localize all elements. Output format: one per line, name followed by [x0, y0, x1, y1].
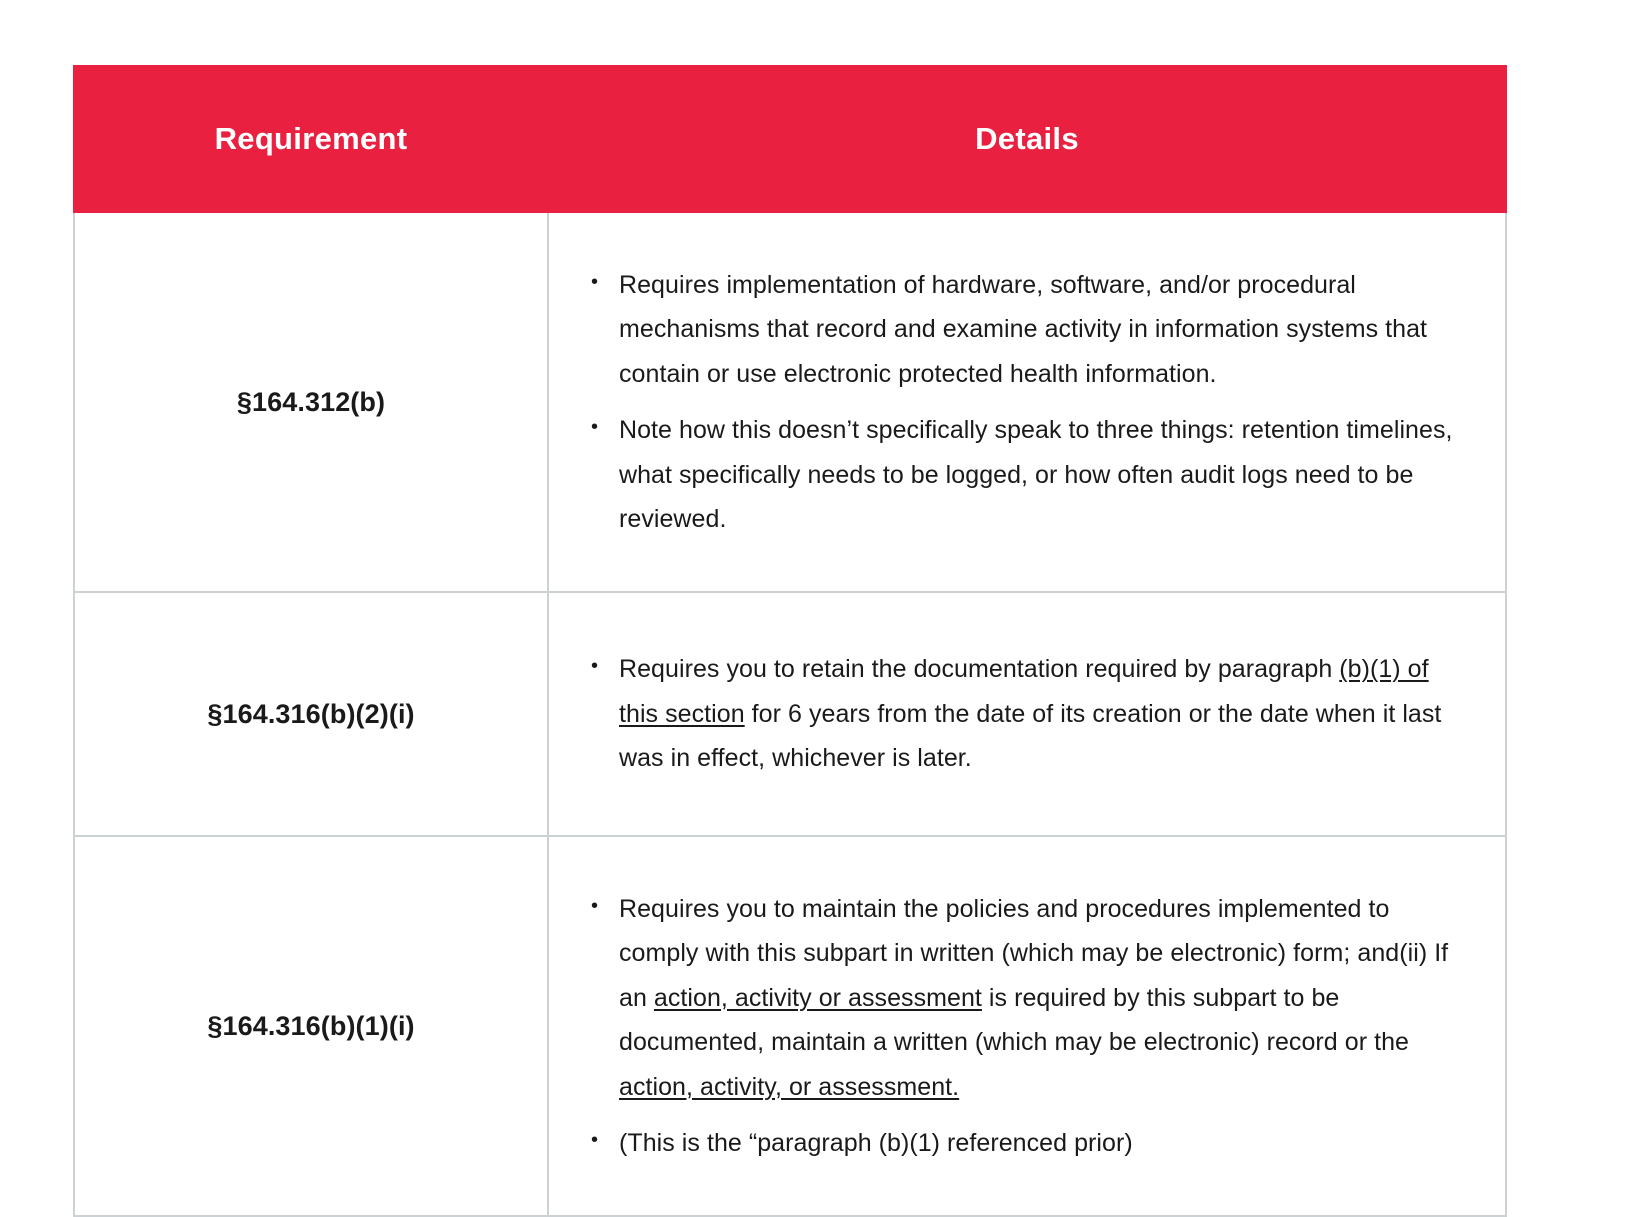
details-bullet: • Requires you to maintain the policies and procedures implemented to comply with this subpart in written (which may be electronic) form; and(ii) If an action, activity or assessment is required by this subpart to be documented, maintain a written (which may be electronic) record or the action, activity, or assessment.: [587, 887, 1453, 1110]
requirement-cell: §164.316(b)(1)(i): [74, 836, 548, 1216]
column-header-details: [548, 66, 1506, 212]
column-header-requirement: [74, 66, 548, 212]
details-bullet: • Requires implementation of hardware, software, and/or procedural mechanisms that record and examine activity in information systems that contain or use electronic protected health information.: [587, 263, 1453, 397]
column-header-details-label: Details: [975, 120, 1079, 156]
table-row: [74, 836, 1506, 1216]
details-cell: [548, 592, 1506, 836]
details-bullet: • Note how this doesn’t specifically speak to three things: retention timelines, what specifically needs to be logged, or how often audit logs need to be reviewed.: [587, 408, 1453, 542]
details-bullet: • (This is the “paragraph (b)(1) referenced prior): [587, 1121, 1453, 1166]
requirement-cell: §164.312(b): [74, 212, 548, 592]
details-bullet-list: [587, 263, 1453, 542]
column-header-requirement-label: Requirement: [214, 120, 408, 156]
requirements-table: [73, 65, 1507, 1217]
header-row: [74, 66, 1506, 212]
underlined-reference[interactable]: (b)(1) of this section: [619, 655, 1429, 728]
underlined-reference[interactable]: action, activity, or assessment.: [619, 1072, 960, 1101]
details-bullet: • Requires you to retain the documentation required by paragraph (b)(1) of this section for 6 years from the date of its creation or the date when it last was in effect, whichever is later.: [587, 647, 1453, 781]
table-row: [74, 592, 1506, 836]
table-header: [74, 66, 1506, 212]
details-bullet-list: [587, 887, 1453, 1166]
details-bullet-list: [587, 647, 1453, 781]
details-cell: [548, 836, 1506, 1216]
underlined-reference[interactable]: action, activity or assessment: [653, 983, 982, 1012]
table-body: [74, 212, 1506, 1216]
details-cell: [548, 212, 1506, 592]
requirement-cell: §164.316(b)(2)(i): [74, 592, 548, 836]
table-row: [74, 212, 1506, 592]
